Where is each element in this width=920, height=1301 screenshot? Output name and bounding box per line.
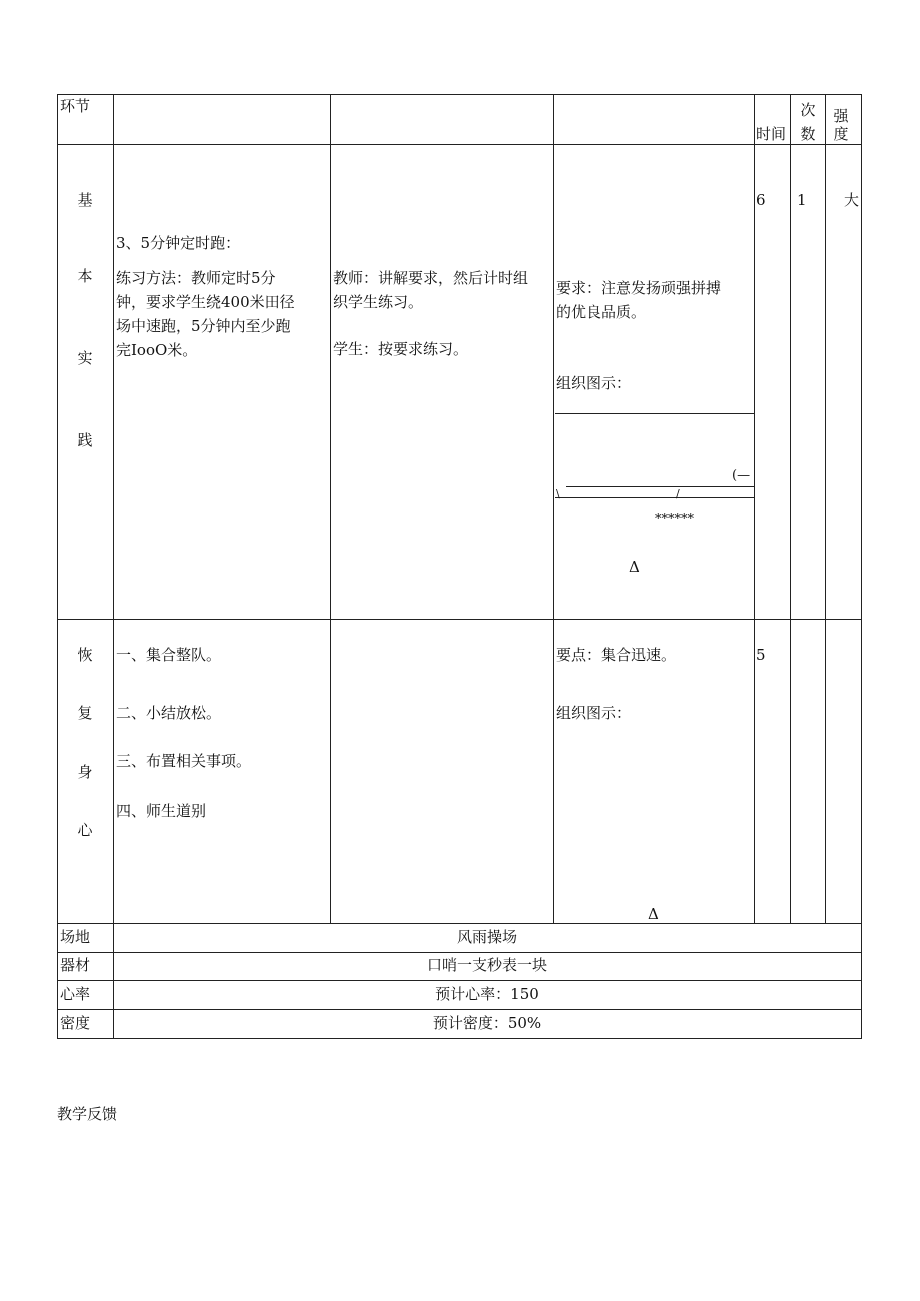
footer-value-venue: 风雨操场 [456,928,517,946]
practice-teacher-line: 教师：讲解要求，然后计时组 [333,269,529,287]
org-diagram-paren: (— [732,468,751,483]
recovery-label-char: 心 [77,821,93,839]
practice-label-char: 实 [77,349,93,367]
header-time: 时间 [756,125,787,143]
header-section: 环节 [60,97,91,115]
org-diagram-track-line [566,486,754,487]
recovery-point: 要点：集合迅速。 [556,646,677,664]
practice-method-line: 场中速跑，5分钟内至少跑 [116,317,291,335]
recovery-item: 四、师生道别 [116,802,207,820]
recovery-org-label: 组织图示： [556,704,632,722]
practice-method [116,266,295,362]
recovery-item: 二、小结放松。 [116,704,222,722]
header-count-1: 次 [800,101,816,119]
practice-label-char: 基 [77,191,93,209]
practice-intensity: 大 [844,191,860,209]
practice-requirement [556,276,721,324]
recovery-item: 三、布置相关事项。 [116,752,252,770]
org-diagram-left-mark: \ [556,487,560,500]
footer-label-venue: 场地 [60,928,91,946]
practice-label-char: 践 [77,431,93,449]
recovery-teacher: Δ [648,905,659,923]
footer-label-equipment: 器材 [60,956,91,974]
recovery-label-char: 恢 [77,646,93,664]
practice-count: 1 [797,191,807,209]
header-intensity-2: 度 [833,125,849,143]
recovery-label-char: 复 [77,704,93,722]
org-diagram-top-line [555,413,754,414]
header-count-2: 数 [800,125,816,143]
org-diagram-teacher: Δ [629,558,640,576]
practice-student: 学生：按要求练习。 [333,340,469,358]
footer-value-equipment: 口哨一支秒表一块 [426,956,547,974]
practice-requirement-line: 要求：注意发扬顽强拼搏 [556,279,722,297]
footer-label-density: 密度 [60,1014,91,1032]
practice-method-line: 钟，要求学生绕400米田径 [116,293,295,311]
org-diagram-bottom-line [555,497,754,498]
recovery-item: 一、集合整队。 [116,646,222,664]
footer-value-density: 预计密度：50% [432,1014,542,1032]
practice-requirement-line: 的优良品质。 [556,303,647,321]
practice-teacher [333,266,528,314]
footer-value-heart-rate: 预计心率：150 [435,985,539,1003]
practice-org-label: 组织图示： [556,374,632,392]
org-diagram-right-mark: / [676,487,680,500]
teaching-feedback-heading: 教学反馈 [57,1105,118,1123]
practice-time: 6 [756,191,766,209]
practice-method-line: 完IooO米。 [116,341,198,359]
footer-label-heart-rate: 心率 [60,985,91,1003]
practice-teacher-line: 织学生练习。 [333,293,424,311]
practice-method-line: 练习方法：教师定时5分 [116,269,276,287]
practice-label-char: 本 [77,267,93,285]
recovery-time: 5 [756,646,766,664]
org-diagram-students: ****** [655,512,694,527]
practice-content-title: 3、5分钟定时跑： [116,234,241,252]
recovery-label-char: 身 [77,763,93,781]
header-intensity-1: 强 [833,107,849,125]
